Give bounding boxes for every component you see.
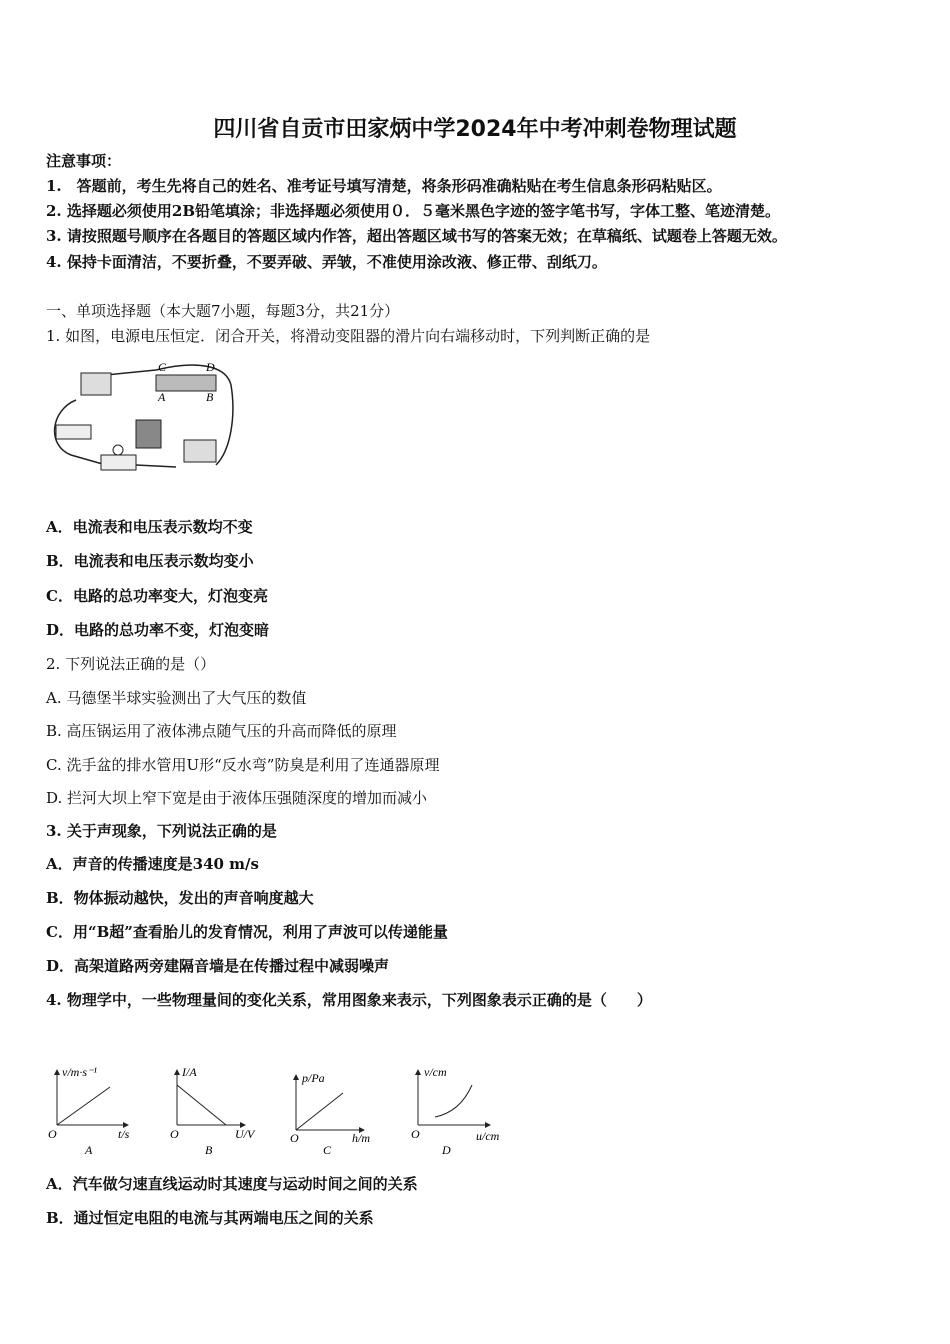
- circuit-figure: [46, 355, 236, 480]
- page-title: 四川省自贡市田家炳中学2024年中考冲刺卷物理试题: [213, 117, 737, 142]
- option: D. 拦河大坝上窄下宽是由于液体压强随深度的增加而减小: [46, 789, 428, 807]
- question-stem: 1. 如图，电源电压恒定．闭合开关，将滑动变阻器的滑片向右端移动时，下列判断正确的是: [46, 327, 651, 345]
- option: D．高架道路两旁建隔音墙是在传播过程中减弱噪声: [46, 957, 390, 975]
- note-item: 3. 请按照题号顺序在各题目的答题区域内作答，超出答题区域书写的答案无效；在草稿纸、试题卷上答题无效。: [46, 227, 787, 245]
- graph-d: [411, 1065, 500, 1157]
- graph-label: D: [442, 1143, 451, 1157]
- origin-label: O: [170, 1127, 179, 1141]
- x-axis-label: t/s: [118, 1127, 130, 1141]
- graph-a: [48, 1065, 130, 1157]
- graph-c: [290, 1071, 370, 1157]
- option: A．电流表和电压表示数均不变: [46, 518, 253, 536]
- figure-label: B: [206, 390, 214, 404]
- question-stem: 4. 物理学中，一些物理量间的变化关系，常用图象来表示，下列图象表示正确的是（ ）: [46, 991, 652, 1009]
- option: C．用“B超”查看胎儿的发育情况，利用了声波可以传递能量: [46, 923, 448, 941]
- y-axis-label: I/A: [182, 1065, 197, 1079]
- question-stem: 3. 关于声现象，下列说法正确的是: [46, 822, 277, 840]
- option: B．电流表和电压表示数均变小: [46, 552, 254, 570]
- note-item: 1. 答题前，考生先将自己的姓名、准考证号填写清楚，将条形码准确粘贴在考生信息条形码粘贴区。: [46, 177, 722, 195]
- option: B．物体振动越快，发出的声音响度越大: [46, 889, 314, 907]
- x-axis-label: U/V: [235, 1127, 255, 1141]
- y-axis-label: p/Pa: [302, 1071, 325, 1085]
- note-item: 2. 选择题必须使用2B铅笔填涂；非选择题必须使用０．５毫米黑色字迹的签字笔书写，字体工整、笔迹清楚。: [46, 202, 781, 220]
- option: C. 洗手盆的排水管用U形“反水弯”防臭是利用了连通器原理: [46, 756, 440, 774]
- notes-heading: 注意事项：: [46, 152, 122, 170]
- x-axis-label: u/cm: [476, 1129, 500, 1143]
- graph-label: A: [85, 1143, 93, 1157]
- option: A．声音的传播速度是340 m/s: [46, 855, 259, 873]
- graph-label: C: [323, 1143, 332, 1157]
- section-heading: 一、单项选择题（本大题7小题，每题3分，共21分）: [46, 302, 400, 320]
- note-item: 4. 保持卡面清洁，不要折叠，不要弄破、弄皱，不准使用涂改液、修正带、刮纸刀。: [46, 253, 607, 271]
- figure-label: C: [158, 360, 167, 374]
- graph-label: B: [205, 1143, 213, 1157]
- option: A．汽车做匀速直线运动时其速度与运动时间之间的关系: [46, 1175, 418, 1193]
- origin-label: O: [48, 1127, 57, 1141]
- option: C．电路的总功率变大，灯泡变亮: [46, 587, 268, 605]
- option: B．通过恒定电阻的电流与其两端电压之间的关系: [46, 1209, 374, 1227]
- question-stem: 2. 下列说法正确的是（）: [46, 655, 216, 673]
- option: A. 马德堡半球实验测出了大气压的数值: [46, 689, 307, 707]
- graphs-figure: [40, 1060, 520, 1160]
- y-axis-label: v/cm: [424, 1065, 447, 1079]
- figure-label: A: [158, 390, 166, 404]
- graph-b: [170, 1065, 256, 1157]
- origin-label: O: [290, 1131, 299, 1145]
- origin-label: O: [411, 1127, 420, 1141]
- option: D．电路的总功率不变，灯泡变暗: [46, 621, 270, 639]
- x-axis-label: h/m: [352, 1131, 370, 1145]
- figure-label: D: [206, 360, 215, 374]
- y-axis-label: v/m·s⁻¹: [62, 1065, 97, 1079]
- option: B. 高压锅运用了液体沸点随气压的升高而降低的原理: [46, 722, 397, 740]
